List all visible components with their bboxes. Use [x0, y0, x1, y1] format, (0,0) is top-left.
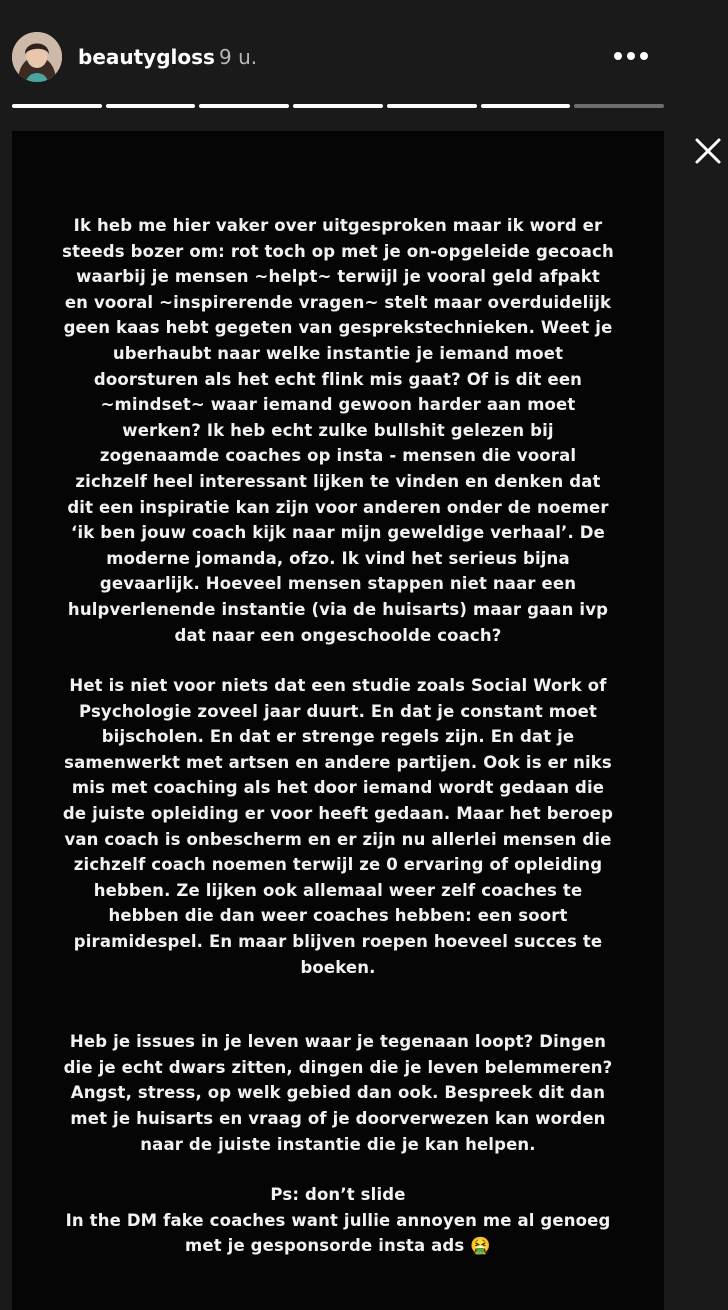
username[interactable]: beautygloss	[78, 45, 215, 69]
story-paragraph: Ik heb me hier vaker over uitgesproken maar ik word er steeds bozer om: rot toch op met je on-opgeleide gecoach waarbij je mensen ~helpt~ terwijl je vooral geld afpakt en vooral ~inspirerende vragen~ stelt maar overduidelijk geen kaas hebt gegeten van gesprekstechnieken. Weet je uberhaubt naar welke instantie je iemand moet doorsturen als het echt flink mis gaat? Of is dit een ~mindset~ waar iemand gewoon harder aan moet werken? Ik heb echt zulke bullshit gelezen bij zogenaamde coaches op insta - mensen die vooral zichzelf heel interessant lijken te vinden en denken dat dit een inspiratie kan zijn voor anderen onder de noemer ‘ik ben jouw coach kijk naar mijn geweldige verhaal’. De moderne jomanda, ofzo. Ik vind het serieus bijna gevaarlijk. Hoeveel mensen stappen niet naar een hulpverlenende instantie (via de huisarts) maar gaan ivp dat naar een ongeschoolde coach?	[62, 216, 614, 645]
progress-segment	[199, 104, 289, 108]
progress-fill	[106, 104, 196, 108]
ps-line: In the DM fake coaches want jullie annoyen me al genoeg	[65, 1210, 611, 1230]
progress-segment	[574, 104, 664, 108]
progress-segment	[106, 104, 196, 108]
user-avatar-icon	[12, 32, 62, 82]
progress-fill	[387, 104, 477, 108]
progress-segment	[12, 104, 102, 108]
story-paragraph: Heb je issues in je leven waar je tegenaan loopt? Dingen die je echt dwars zitten, dingen die je leven belemmeren? Angst, stress, op welk gebied dan ook. Bespreek dit dan met je huisarts en vraag of je doorverwezen kan worden naar de juiste instantie die je kan helpen.	[63, 1032, 613, 1154]
progress-segment	[481, 104, 571, 108]
more-horizontal-icon	[627, 52, 635, 60]
ps-line-text: met je gesponsorde insta ads	[185, 1236, 465, 1256]
story-paragraph: Het is niet voor niets dat een studie zoals Social Work of Psychologie zoveel jaar duurt. En dat je constant moet bijscholen. En dat er strenge regels zijn. En dat je samenwerkt met artsen en andere partijen. Ook is er niks mis met coaching als het door iemand wordt gedaan die de juiste opleiding er voor heeft gedaan. Maar het beroep van coach is onbescherm en er zijn nu allerlei mensen die zichzelf coach noemen terwijl ze 0 ervaring of opleiding hebben. Ze lijken ook allemaal weer zelf coaches te hebben die dan weer coaches hebben: een soort piramidespel. En maar blijven roepen hoeveel succes te boeken.	[62, 676, 614, 977]
ps-line-with-emoji	[12, 1233, 664, 1259]
nauseated-face-icon: 🤮	[470, 1236, 491, 1256]
close-button[interactable]	[693, 136, 723, 166]
progress-fill	[481, 104, 571, 108]
progress-segment	[293, 104, 383, 108]
story-progress-bar	[12, 104, 664, 108]
profile-avatar[interactable]	[12, 32, 62, 82]
post-time: 9 u.	[219, 45, 258, 69]
progress-fill	[199, 104, 289, 108]
story-header	[0, 0, 728, 100]
close-icon	[693, 136, 723, 166]
progress-fill	[12, 104, 102, 108]
progress-fill	[293, 104, 383, 108]
more-horizontal-icon	[614, 52, 622, 60]
story-content[interactable]	[12, 131, 664, 1310]
more-horizontal-icon	[640, 52, 648, 60]
progress-segment	[387, 104, 477, 108]
story-text	[12, 213, 664, 1259]
ps-line: Ps: don’t slide	[270, 1185, 406, 1205]
more-options-button[interactable]	[604, 48, 656, 68]
